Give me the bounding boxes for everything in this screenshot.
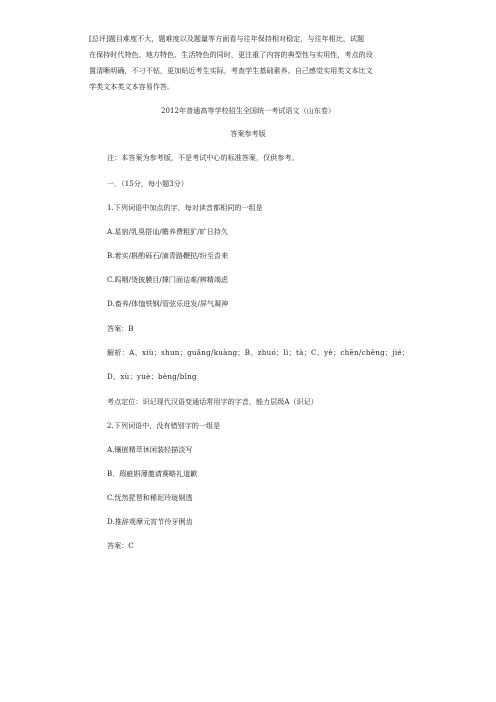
question-1-analysis-line-2: D、xù；yuè；bèng/bǐng	[107, 372, 197, 381]
question-2-option-d: D.推辞观摩元宵节伶牙俐齿	[107, 517, 193, 526]
review-line-4: 学类文本类文本容易作答。	[89, 82, 175, 91]
exam-subtitle: 答案参考版	[230, 129, 266, 138]
exam-title: 2012年普通高等学校招生全国统一考试语文（山东卷）	[160, 106, 336, 115]
question-1-option-b: B.着实/斟酌砾石/滴青路鞭挞/纷至沓来	[107, 251, 229, 260]
section-heading: 一．（15分，每小题3分）	[107, 179, 188, 188]
question-2-answer: 答案：C	[107, 541, 134, 550]
question-2-option-b: B．瑕疵斟薄邀请赛略礼道歉	[107, 469, 198, 478]
question-1-option-c: C.呜咽/烫披膜目/撑门面诘难/辨精竭虑	[107, 275, 229, 284]
question-2-option-a: A.镶嵌精萃休闲装轻描淡写	[107, 445, 193, 454]
question-1-analysis-line-1: 解析：A、xiù；shun；guǎng/kuàng；B、zhuó；lì；tà；C、yè；chēn/chěng；jié；	[107, 348, 410, 357]
question-1-knowledge-point: 考点定位：识记现代汉语变通话常用字的字音，能力层级A（识记）	[107, 397, 318, 406]
question-1-answer: 答案：B	[107, 324, 134, 333]
question-2-option-c: C.怃然琵琶和稀泥玲珑剔透	[107, 493, 193, 502]
review-line-2: 在保持时代特色、地方特色、生活特色的同时，更注重了内容的典型性与实用性，考点的设	[89, 50, 373, 59]
review-line-3: 置清晰明确，不刁不钻，更加贴近考生实际，考查学生基础素养。自己感觉实用类文本比文	[89, 66, 373, 75]
question-1-stem: 1.下列词语中加点的字，每对读音都相同的一组是	[107, 203, 263, 212]
question-1-option-d: D.畜养/体恤铁钢/管弦乐迸发/屏气凝神	[107, 299, 229, 308]
question-1-option-a: A.星宿/乳臭搭讪/赡养费粗犷/旷日持久	[107, 227, 228, 236]
question-2-stem: 2.下列词语中，没有错别字的一组是	[107, 421, 221, 430]
review-line-1: [总评]题目难度不大，题难度以及题量等方面看与往年保持相对稳定，与往年相比，试题	[89, 34, 365, 43]
note-text: 注：本答案为参考版，不是考试中心的标准答案，仅供参考。	[107, 153, 299, 162]
